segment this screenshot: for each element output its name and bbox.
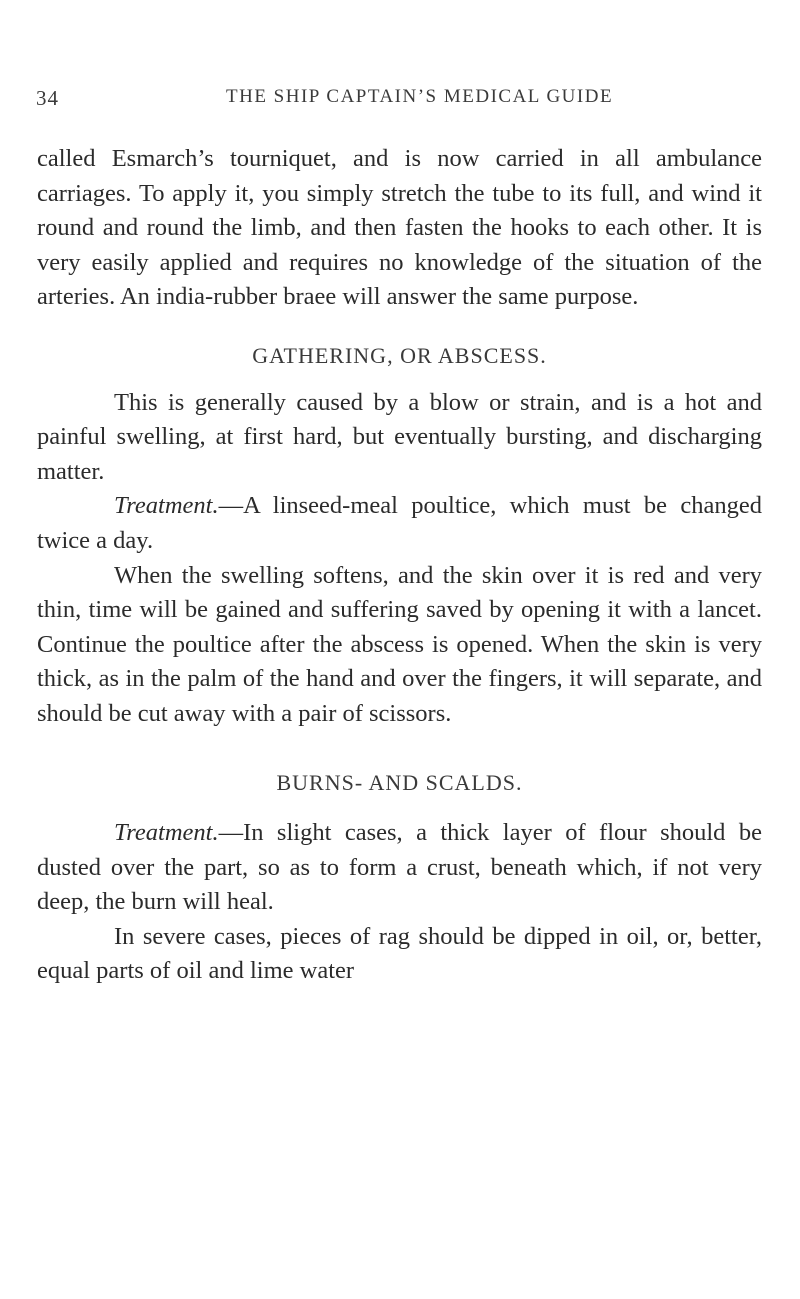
paragraph-abscess-treatment — [37, 489, 762, 558]
running-title: THE SHIP CAPTAIN’S MEDICAL GUIDE — [226, 86, 614, 107]
page-number: 34 — [36, 86, 59, 110]
paragraph-burns-treatment — [37, 816, 762, 920]
treatment-label: Treatment. — [114, 819, 219, 847]
treatment-label: Treatment. — [114, 492, 219, 520]
section-heading-burns: BURNS- AND SCALDS. — [276, 769, 523, 795]
section-heading-abscess: GATHERING, OR ABSCESS. — [252, 342, 547, 368]
page-body — [37, 142, 762, 989]
paragraph-severe-cases: In severe cases, pieces of rag should be dipped in oil, or, better, equal parts of oil and lime water — [37, 922, 762, 985]
paragraph-lancet: When the swelling softens, and the skin over it is red and very thin, time will be gained and suffering saved by opening it with a lancet. Continue the poultice after the abscess is opened. When the skin is very thick, as in the palm of the hand and over the fingers, it will separate, and should be cut away with a pair of scissors. — [37, 561, 762, 727]
paragraph-abscess-cause: This is generally caused by a blow or strain, and is a hot and painful swelling, at first hard, but eventually bursting, and discharging matter. — [37, 388, 762, 485]
running-head — [36, 86, 740, 116]
paragraph-tourniquet: called Esmarch’s tourniquet, and is now carried in all ambulance carriages. To apply it, you simply stretch the tube to its full, and wind it round and round the limb, and then fasten the hooks to each other. It is very easily applied and requires no knowledge of the situation of the arteries. An india-rubber braee will answer the same purpose. — [37, 145, 762, 311]
treatment-text: —A linseed-meal poultice, which must be changed twice a day. — [37, 492, 762, 554]
treatment-text: —In slight cases, a thick layer of flour should be dusted over the part, so as to form a crust, beneath which, if not very deep, the burn will heal. — [37, 819, 762, 916]
